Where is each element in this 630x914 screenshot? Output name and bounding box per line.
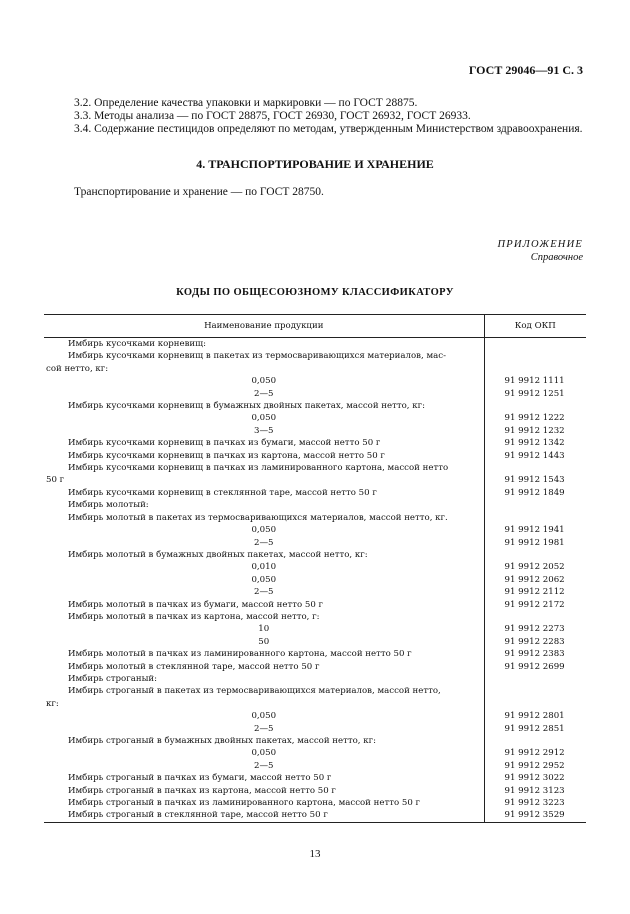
product-name: Имбирь строганый: (68, 673, 158, 684)
okp-code-cell: 91 9912 1849 (504, 487, 565, 498)
okp-code-cell: 91 9912 2062 (504, 574, 565, 585)
section-3-paragraphs (48, 97, 583, 136)
product-name: Имбирь молотый в пачках из бумаги, массой нетто 50 г (68, 599, 324, 610)
mass-value: 0,050 (251, 711, 277, 722)
okp-code-cell: 91 9912 1981 (504, 537, 565, 548)
okp-code-cell (484, 549, 586, 561)
product-name-cell (44, 400, 484, 412)
mass-value: 2—5 (253, 537, 274, 548)
okp-code-cell (484, 735, 586, 747)
paragraph-3-4: 3.4. Содержание пестицидов определяют по методам, утвержденным Министерством здравоохранения. (74, 123, 583, 135)
product-name-continuation: 50 г (46, 475, 65, 486)
section-4-text: Транспортирование и хранение — по ГОСТ 28750. (74, 186, 324, 198)
mass-value: 0,050 (251, 413, 277, 424)
table-row (44, 499, 586, 511)
okp-code-cell: 91 9912 2172 (504, 599, 565, 610)
product-name: Имбирь строганый в стеклянной таре, массой нетто 50 г (68, 810, 328, 821)
okp-code-cell: 91 9912 2801 (504, 711, 565, 722)
product-name: Имбирь кусочками корневищ в бумажных двойных пакетах, массой нетто, кг: (68, 401, 426, 412)
product-name-continuation: сой нетто, кг: (46, 363, 109, 374)
product-name-cell (44, 487, 484, 499)
table-row (44, 412, 586, 424)
product-name-continuation: кг: (46, 698, 59, 709)
product-name: Имбирь кусочками корневищ в пачках из ламинированного картона, массой нетто (68, 463, 449, 474)
okp-code-cell (484, 512, 586, 524)
okp-code-cell: 91 9912 3123 (504, 785, 565, 796)
table-row (44, 623, 586, 635)
okp-code-cell (484, 673, 586, 685)
okp-code-cell: 91 9912 1232 (504, 425, 565, 436)
table-row (44, 487, 586, 499)
okp-code-cell: 91 9912 1342 (504, 438, 565, 449)
mass-value: 2—5 (253, 587, 274, 598)
product-name-cell (44, 561, 484, 573)
okp-code-cell (484, 338, 586, 351)
okp-code-cell: 91 9912 1111 (504, 376, 565, 387)
col-header-product: Наименование продукции (44, 315, 484, 338)
table-row (44, 350, 586, 362)
okp-code-cell: 91 9912 1443 (504, 450, 565, 461)
table-row (44, 760, 586, 772)
table-row (44, 400, 586, 412)
table-row (44, 561, 586, 573)
okp-code-cell: 91 9912 1543 (504, 475, 565, 486)
product-name-cell (44, 809, 484, 822)
table-row (44, 474, 586, 486)
product-name: Имбирь строганый в бумажных двойных пакетах, массой нетто, кг: (68, 736, 377, 746)
product-name-cell (44, 797, 484, 809)
product-name: Имбирь молотый в пачках из ламинированного картона, массой нетто 50 г (68, 649, 412, 660)
mass-value: 3—5 (253, 425, 274, 436)
okp-code-cell: 91 9912 3223 (504, 798, 565, 809)
okp-code-cell: 91 9912 2383 (504, 649, 565, 660)
product-name: Имбирь строганый в пачках из бумаги, массой нетто 50 г (68, 773, 332, 784)
table-row (44, 809, 586, 822)
product-name-cell (44, 599, 484, 611)
table-row (44, 437, 586, 449)
product-name: Имбирь молотый в бумажных двойных пакетах, массой нетто, кг: (68, 549, 368, 560)
mass-value: 0,050 (251, 574, 277, 585)
product-name-cell (44, 772, 484, 784)
product-name: Имбирь кусочками корневищ: (68, 339, 207, 349)
running-header: ГОСТ 29046—91 С. 3 (468, 63, 583, 77)
product-name-cell (44, 350, 484, 362)
product-name-cell (44, 363, 484, 375)
product-name-cell (44, 685, 484, 697)
okp-code-cell: 91 9912 1941 (504, 525, 565, 536)
mass-value: 0,050 (251, 376, 277, 387)
okp-code-cell: 91 9912 3022 (504, 773, 565, 784)
mass-value: 0,050 (251, 525, 277, 536)
product-name: Имбирь кусочками корневищ в стеклянной таре, массой нетто 50 г (68, 487, 377, 498)
product-name-cell (44, 747, 484, 759)
table-row (44, 611, 586, 623)
okp-code-cell (484, 611, 586, 623)
table-row (44, 723, 586, 735)
mass-value: 2—5 (253, 723, 274, 734)
product-name: Имбирь молотый: (68, 500, 149, 511)
okp-code-cell (484, 350, 586, 362)
table-row (44, 512, 586, 524)
product-name-cell (44, 586, 484, 598)
mass-value: 0,050 (251, 748, 277, 759)
okp-codes-table (44, 314, 586, 823)
col-header-code: Код ОКП (484, 315, 586, 338)
section-4-heading: 4. ТРАНСПОРТИРОВАНИЕ И ХРАНЕНИЕ (196, 157, 434, 171)
okp-code-cell: 91 9912 1251 (504, 388, 565, 399)
okp-code-cell: 91 9912 2112 (504, 587, 565, 598)
mass-value: 2—5 (253, 388, 274, 399)
product-name-cell (44, 785, 484, 797)
table-row (44, 425, 586, 437)
okp-code-cell: 91 9912 2699 (504, 661, 565, 672)
table-row (44, 797, 586, 809)
product-name-cell (44, 648, 484, 660)
product-name: Имбирь строганый в пачках из ламинированного картона, массой нетто 50 г (68, 798, 421, 809)
okp-code-cell: 91 9912 2851 (504, 723, 565, 734)
table-row (44, 785, 586, 797)
table-row (44, 698, 586, 710)
product-name: Имбирь кусочками корневищ в пачках из бумаги, массой нетто 50 г (68, 438, 381, 449)
table-row (44, 586, 586, 598)
table-row (44, 338, 586, 351)
product-name-cell (44, 698, 484, 710)
table-body (44, 338, 586, 823)
okp-code-cell: 91 9912 3529 (484, 809, 586, 822)
okp-code-cell (484, 698, 586, 710)
page-number: 13 (309, 848, 321, 860)
table-row (44, 648, 586, 660)
okp-code-cell (484, 462, 586, 474)
paragraph-3-2: 3.2. Определение качества упаковки и маркировки — по ГОСТ 28875. (74, 97, 418, 109)
okp-code-cell: 91 9912 1222 (504, 413, 565, 424)
appendix-label: ПРИЛОЖЕНИЕ (497, 239, 583, 250)
paragraph-3-3: 3.3. Методы анализа — по ГОСТ 28875, ГОСТ 26930, ГОСТ 26932, ГОСТ 26933. (74, 110, 471, 122)
mass-value: 0,010 (251, 562, 277, 573)
table-row (44, 685, 586, 697)
table-row (44, 673, 586, 685)
okp-code-cell (484, 499, 586, 511)
appendix-label-block (498, 238, 584, 264)
table-row (44, 661, 586, 673)
okp-code-cell: 91 9912 2912 (504, 748, 565, 759)
table-row (44, 747, 586, 759)
product-name-cell (44, 499, 484, 511)
product-name-cell (44, 673, 484, 685)
product-name-cell (44, 661, 484, 673)
product-name: Имбирь молотый в пачках из картона, массой нетто, г: (68, 611, 320, 622)
product-name-cell (44, 425, 484, 437)
okp-code-cell: 91 9912 2273 (504, 624, 565, 635)
mass-value: 10 (258, 624, 270, 635)
product-name-cell (44, 623, 484, 635)
product-name-cell (44, 710, 484, 722)
table-row (44, 462, 586, 474)
product-name-cell (44, 450, 484, 462)
product-name-cell (44, 375, 484, 387)
product-name-cell (44, 462, 484, 474)
table-row (44, 363, 586, 375)
okp-code-cell: 91 9912 2952 (504, 760, 565, 771)
product-name-cell (44, 412, 484, 424)
table-row (44, 450, 586, 462)
product-name: Имбирь молотый в пакетах из термосваривающихся материалов, массой нетто, кг. (68, 512, 448, 523)
product-name: Имбирь строганый в пакетах из термосваривающихся материалов, массой нетто, (68, 686, 441, 697)
product-name-cell (44, 611, 484, 623)
product-name-cell (44, 574, 484, 586)
product-name-cell (44, 474, 484, 486)
product-name: Имбирь молотый в стеклянной таре, массой нетто 50 г (68, 661, 320, 672)
product-name-cell (44, 388, 484, 400)
table-row (44, 549, 586, 561)
table-row (44, 735, 586, 747)
product-name-cell (44, 437, 484, 449)
table-row (44, 772, 586, 784)
product-name-cell (44, 338, 484, 351)
table-row (44, 636, 586, 648)
product-name-cell (44, 537, 484, 549)
product-name: Имбирь кусочками корневищ в пачках из картона, массой нетто 50 г (68, 450, 385, 461)
product-name: Имбирь кусочками корневищ в пакетах из термосваривающихся материалов, мас- (68, 351, 446, 362)
product-name-cell (44, 735, 484, 747)
product-name: Имбирь строганый в пачках из картона, массой нетто 50 г (68, 785, 336, 796)
mass-value: 2—5 (253, 760, 274, 771)
product-name-cell (44, 723, 484, 735)
table-header-row (44, 315, 586, 338)
table-row (44, 710, 586, 722)
okp-code-cell (484, 400, 586, 412)
okp-code-cell (484, 363, 586, 375)
appendix-type: Справочное (530, 252, 583, 263)
table-row (44, 524, 586, 536)
okp-code-cell: 91 9912 2283 (504, 636, 565, 647)
mass-value: 50 (258, 636, 270, 647)
table-row (44, 599, 586, 611)
product-name-cell (44, 760, 484, 772)
product-name-cell (44, 512, 484, 524)
product-name-cell (44, 636, 484, 648)
okp-code-cell (484, 685, 586, 697)
product-name-cell (44, 524, 484, 536)
table-row (44, 537, 586, 549)
okp-code-cell: 91 9912 2052 (504, 562, 565, 573)
table-row (44, 388, 586, 400)
table-row (44, 574, 586, 586)
table-title: КОДЫ ПО ОБЩЕСОЮЗНОМУ КЛАССИФИКАТОРУ (176, 287, 454, 298)
product-name-cell (44, 549, 484, 561)
table-row (44, 375, 586, 387)
